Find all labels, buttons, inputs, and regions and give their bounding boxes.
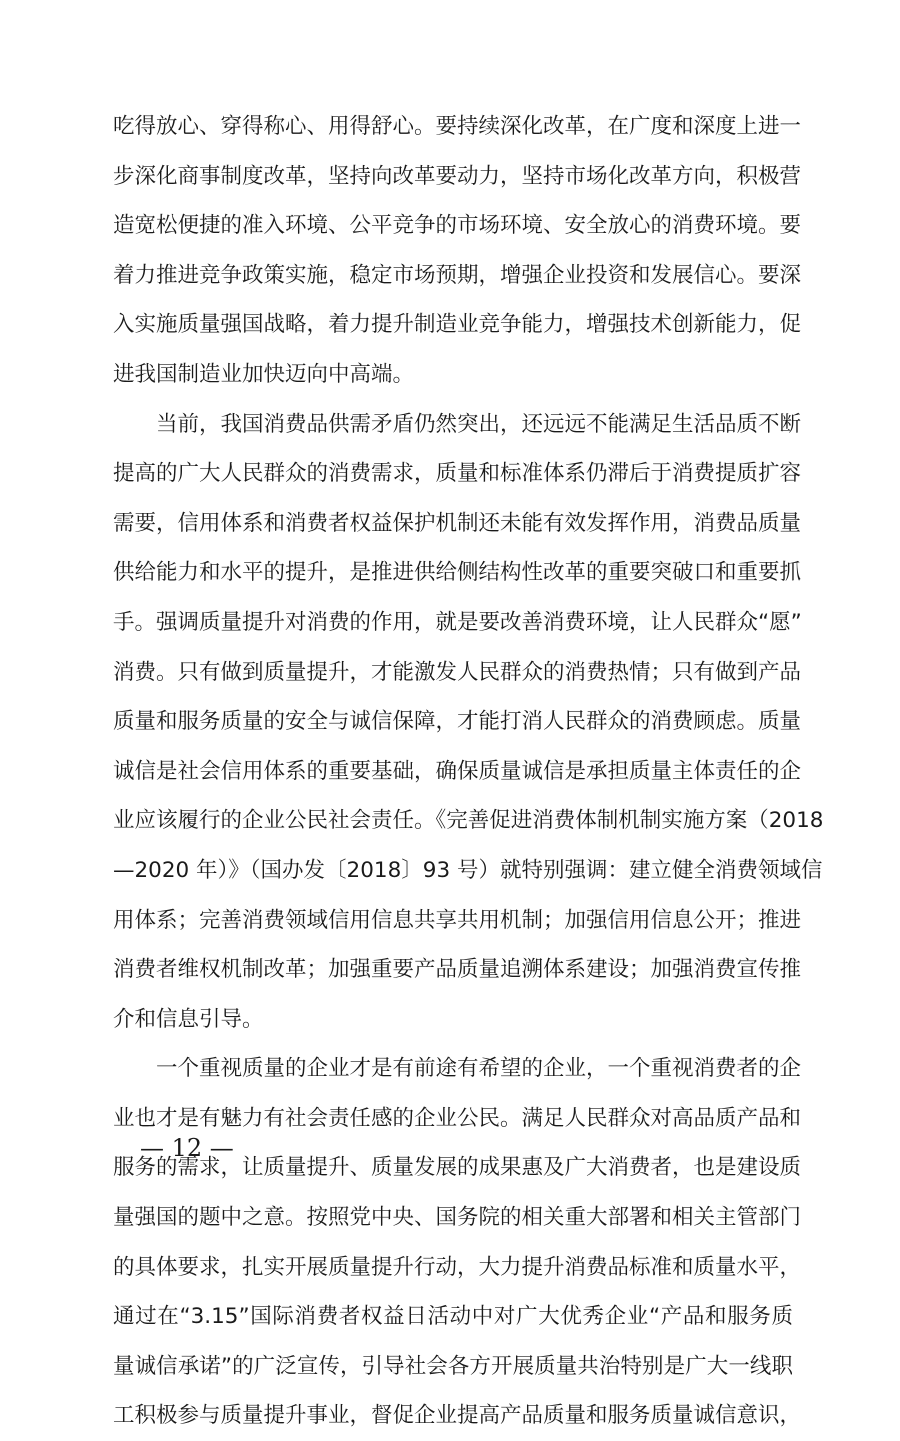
- text-line: 的具体要求，扎实开展质量提升行动，大力提升消费品标准和质量水平，: [113, 1254, 802, 1280]
- text-line: 着力推进竞争政策实施，稳定市场预期，增强企业投资和发展信心。要深: [113, 262, 802, 288]
- text-line: 手。强调质量提升对消费的作用，就是要改善消费环境，让人民群众“愿”: [113, 609, 802, 635]
- text-line: 提高的广大人民群众的消费需求，质量和标准体系仍滞后于消费提质扩容: [113, 461, 802, 487]
- paragraph-1: [113, 102, 802, 400]
- text-line: 一个重视质量的企业才是有前途有希望的企业，一个重视消费者的企: [156, 1056, 802, 1082]
- text-line: 业也才是有魅力有社会责任感的企业公民。满足人民群众对高品质产品和: [113, 1105, 802, 1131]
- text-line: 入实施质量强国战略，着力提升制造业竞争能力，增强技术创新能力，促: [113, 312, 802, 338]
- text-line: 吃得放心、穿得称心、用得舒心。要持续深化改革，在广度和深度上进一: [113, 114, 802, 139]
- paragraph-3: [113, 1044, 802, 1441]
- text-line: 步深化商事制度改革，坚持向改革要动力，坚持市场化改革方向，积极营: [113, 163, 802, 189]
- text-line: 诚信是社会信用体系的重要基础，确保质量诚信是承担质量主体责任的企: [113, 758, 802, 784]
- body-text: [113, 102, 824, 1441]
- text-line: 量强国的题中之意。按照党中央、国务院的相关重大部署和相关主管部门: [113, 1205, 802, 1231]
- text-line: 通过在“3.15”国际消费者权益日活动中对广大优秀企业“产品和服务质: [113, 1304, 793, 1330]
- text-line: 造宽松便捷的准入环境、公平竞争的市场环境、安全放心的消费环境。要: [113, 213, 802, 239]
- text-line: 量诚信承诺”的广泛宣传，引导社会各方开展质量共治特别是广大一线职: [113, 1353, 793, 1379]
- text-line: 需要，信用体系和消费者权益保护机制还未能有效发挥作用，消费品质量: [113, 510, 802, 536]
- text-line: 业应该履行的企业公民社会责任。《完善促进消费体制机制实施方案（2018: [113, 808, 824, 834]
- text-line: 当前，我国消费品供需矛盾仍然突出，还远远不能满足生活品质不断: [156, 411, 802, 437]
- text-line: —2020 年）》（国办发〔2018〕93 号）就特别强调：建立健全消费领域信: [113, 857, 823, 883]
- text-line: 用体系；完善消费领域信用信息共享共用机制；加强信用信息公开；推进: [113, 907, 802, 933]
- text-line: 供给能力和水平的提升，是推进供给侧结构性改革的重要突破口和重要抓: [113, 560, 802, 586]
- text-line: 消费者维权机制改革；加强重要产品质量追溯体系建设；加强消费宣传推: [113, 957, 802, 983]
- text-line: 工积极参与质量提升事业，督促企业提高产品质量和服务质量诚信意识，: [113, 1403, 802, 1429]
- text-line: 介和信息引导。: [113, 1006, 264, 1032]
- page-number: — 12 —: [140, 1134, 234, 1162]
- text-line: 质量和服务质量的安全与诚信保障，才能打消人民群众的消费顾虑。质量: [113, 709, 802, 735]
- text-line: 消费。只有做到质量提升，才能激发人民群众的消费热情；只有做到产品: [113, 659, 802, 685]
- paragraph-2: [113, 400, 824, 1045]
- text-line: 服务的需求，让质量提升、质量发展的成果惠及广大消费者，也是建设质: [113, 1155, 802, 1181]
- text-line: 进我国制造业加快迈向中高端。: [113, 361, 415, 387]
